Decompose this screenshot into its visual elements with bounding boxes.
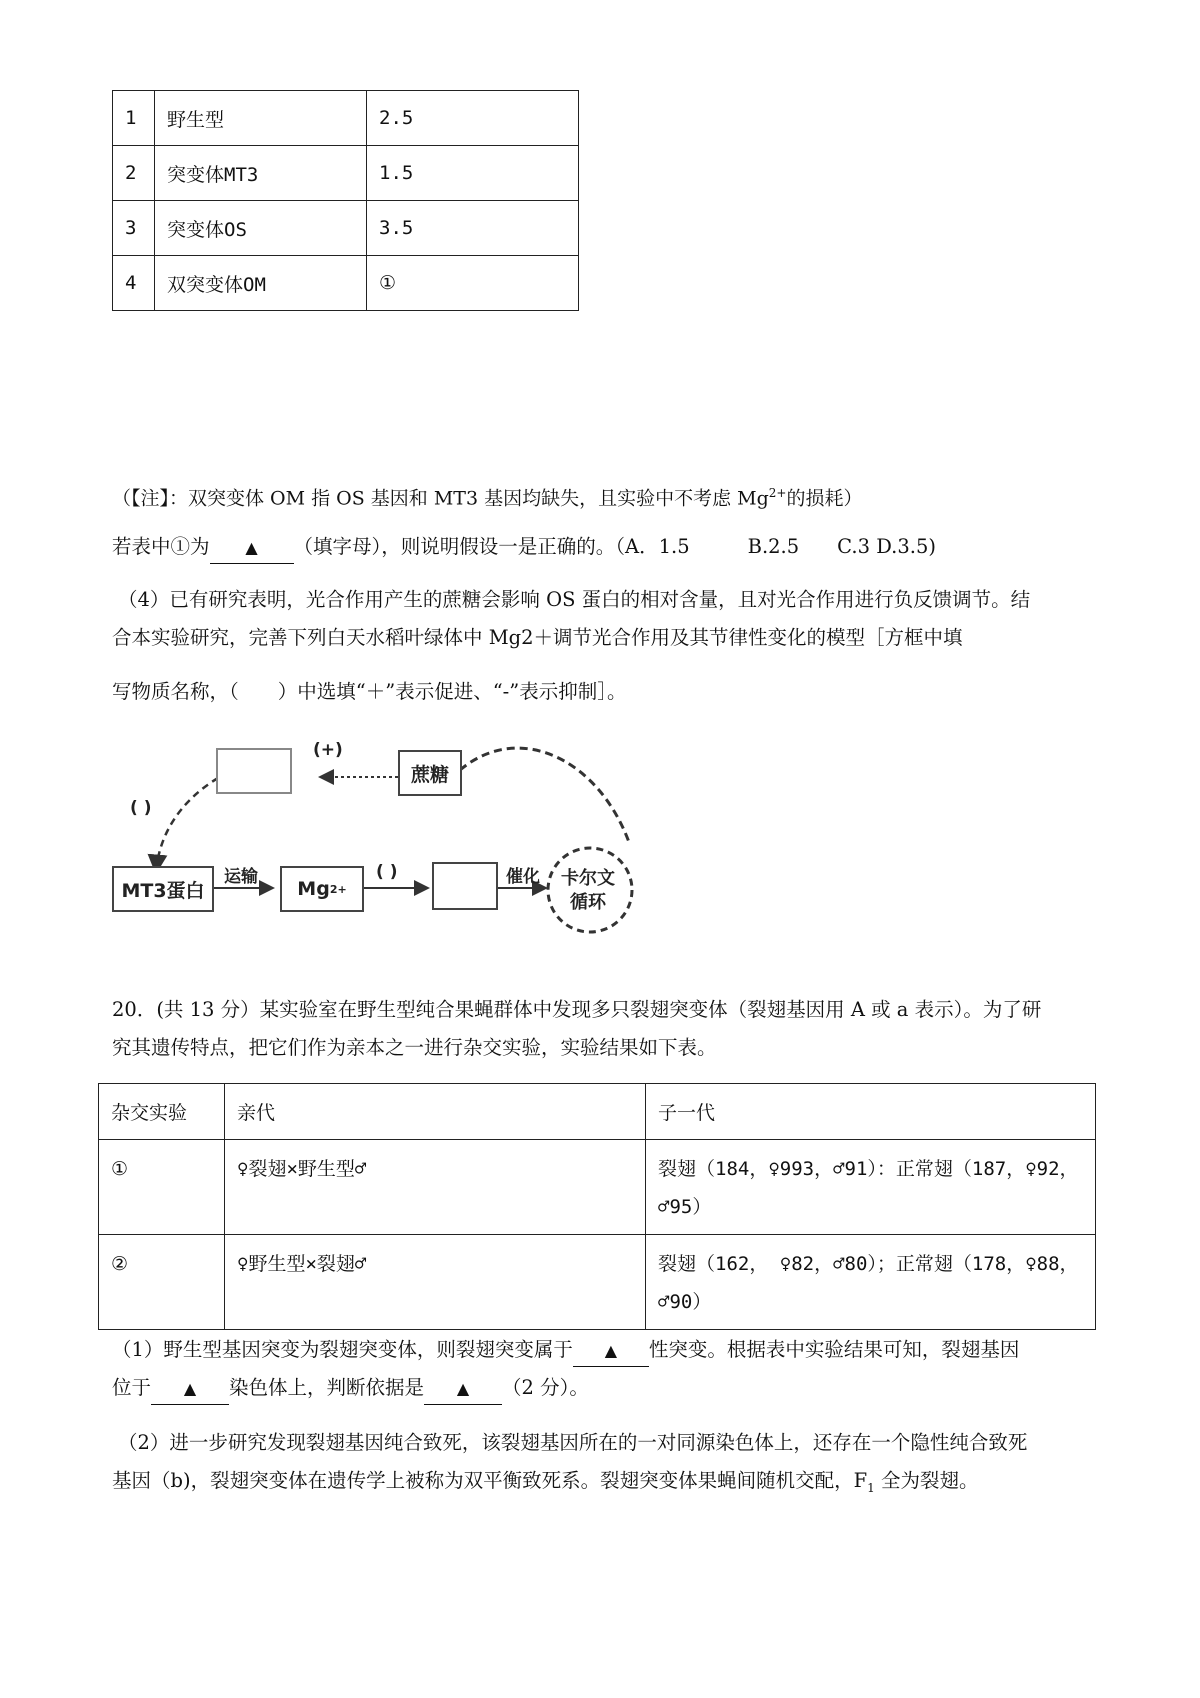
- p1-b: 性突变。根据表中实验结果可知，裂翅基因: [648, 1338, 1020, 1361]
- q3-blank[interactable]: ▲: [210, 532, 294, 564]
- parent-cell: ♀野生型×裂翅♂: [225, 1235, 646, 1330]
- mutant-table-row: [113, 146, 579, 201]
- p1-e: （2 分）。: [502, 1376, 589, 1399]
- p1-c: 位于: [112, 1376, 152, 1399]
- arc-sucrose-calvin: [460, 748, 630, 845]
- offspring-line-1: 裂翅（184，♀993，♂91）：正常翅（187，♀92，: [658, 1158, 1079, 1180]
- plus-label: (+): [313, 740, 343, 760]
- p2-line-2a: 基因（b)，裂翅突变体在遗传学上被称为双平衡致死系。裂翅突变体果蝇间随机交配，F: [112, 1469, 868, 1492]
- note-lead: （【注】：双突变体 OM 指 OS 基因和 MT3 基因均缺失，且实验中不考虑 Mg: [112, 487, 769, 510]
- exp-cell: ②: [99, 1235, 225, 1330]
- row-number: 2: [113, 146, 155, 201]
- p1-blank-1[interactable]: ▲: [573, 1335, 649, 1367]
- p1-a: （1）野生型基因突变为裂翅突变体，则裂翅突变属于: [112, 1338, 573, 1361]
- p1-d: 染色体上，判断依据是: [229, 1376, 425, 1399]
- blank-box-mid[interactable]: [432, 862, 498, 910]
- paren-left[interactable]: ( ): [130, 798, 152, 818]
- p1-line-2: [112, 1373, 589, 1405]
- q4-line-1: （4）已有研究表明，光合作用产生的蔗糖会影响 OS 蛋白的相对含量，且对光合作用进行负反馈调节。结: [118, 588, 1031, 611]
- mg-box: Mg 2+: [280, 866, 364, 912]
- row-value: 3.5: [367, 201, 579, 256]
- q4-line-2: 合本实验研究，完善下列白天水稻叶绿体中 Mg2＋调节光合作用及其节律性变化的模型［方框中填: [112, 626, 963, 649]
- header-cell: 子一代: [646, 1084, 1096, 1140]
- mutant-table: [112, 90, 579, 311]
- header-cell: 亲代: [225, 1084, 646, 1140]
- row-number: 3: [113, 201, 155, 256]
- row-name: 野生型: [155, 91, 367, 146]
- offspring-line-2: ♂90）: [658, 1291, 712, 1313]
- q3-post: （填字母），则说明假设一是正确的。（A．1.5: [293, 535, 690, 558]
- transport-label: 运输: [224, 867, 258, 887]
- p2-line-2: [112, 1466, 978, 1503]
- parent-cell: ♀裂翅×野生型♂: [225, 1140, 646, 1235]
- offspring-line-1: 裂翅（162， ♀82，♂80）；正常翅（178，♀88，: [658, 1253, 1079, 1275]
- q3-option-b: B.2.5: [747, 535, 800, 558]
- row-value: 2.5: [367, 91, 579, 146]
- q20-line-1: 20．(共 13 分）某实验室在野生型纯合果蝇群体中发现多只裂翅突变体（裂翅基因用 A 或 a 表示）。为了研: [112, 998, 1042, 1021]
- cross-table-row: [99, 1235, 1096, 1330]
- mutant-table-row: [113, 201, 579, 256]
- calvin-label-1: 卡尔文: [561, 868, 615, 889]
- paren-mid[interactable]: ( ): [376, 862, 398, 882]
- p1-blank-3[interactable]: ▲: [424, 1373, 502, 1405]
- q4-line-3: 写物质名称，（ ）中选填“＋”表示促进、“-”表示抑制］。: [112, 680, 627, 703]
- row-value: 1.5: [367, 146, 579, 201]
- row-number: 4: [113, 256, 155, 311]
- blank-box-top[interactable]: [216, 748, 292, 794]
- p1-blank-2[interactable]: ▲: [151, 1373, 229, 1405]
- mutant-table-row: [113, 91, 579, 146]
- sucrose-box: 蔗糖: [398, 750, 462, 796]
- row-name: 突变体MT3: [155, 146, 367, 201]
- note-sup: 2+: [768, 486, 787, 500]
- row-name: 双突变体OM: [155, 256, 367, 311]
- row-number: 1: [113, 91, 155, 146]
- header-cell: 杂交实验: [99, 1084, 225, 1140]
- note-tail: 的损耗）: [786, 487, 863, 510]
- offspring-cell: [646, 1140, 1096, 1235]
- calvin-label-2: 循环: [570, 892, 606, 913]
- row-name: 突变体OS: [155, 201, 367, 256]
- p2-sub: 1: [867, 1480, 875, 1495]
- offspring-line-2: ♂95）: [658, 1196, 712, 1218]
- p2-line-1: （2）进一步研究发现裂翅基因纯合致死，该裂翅基因所在的一对同源染色体上，还存在一个隐性纯合致死: [118, 1431, 1028, 1454]
- catalyze-label: 催化: [506, 867, 540, 887]
- q20-line-2: 究其遗传特点，把它们作为亲本之一进行杂交实验，实验结果如下表。: [112, 1036, 717, 1059]
- mt3-protein-box: MT3蛋白: [112, 866, 214, 912]
- q3-line: [112, 532, 936, 564]
- offspring-cell: [646, 1235, 1096, 1330]
- cross-table-header: [99, 1084, 1096, 1140]
- q3-option-cd: C.3 D.3.5): [837, 535, 936, 558]
- mg-regulation-diagram: [110, 740, 710, 960]
- p2-line-2b: 全为裂翅。: [874, 1469, 979, 1492]
- exp-cell: ①: [99, 1140, 225, 1235]
- row-value: ①: [367, 256, 579, 311]
- p1-line-1: [112, 1335, 1019, 1367]
- arrow-box-to-mt3: [156, 778, 218, 872]
- cross-table: [98, 1083, 1096, 1330]
- q3-pre: 若表中①为: [112, 535, 210, 558]
- mutant-table-row: [113, 256, 579, 311]
- note-line: [112, 478, 862, 513]
- cross-table-row: [99, 1140, 1096, 1235]
